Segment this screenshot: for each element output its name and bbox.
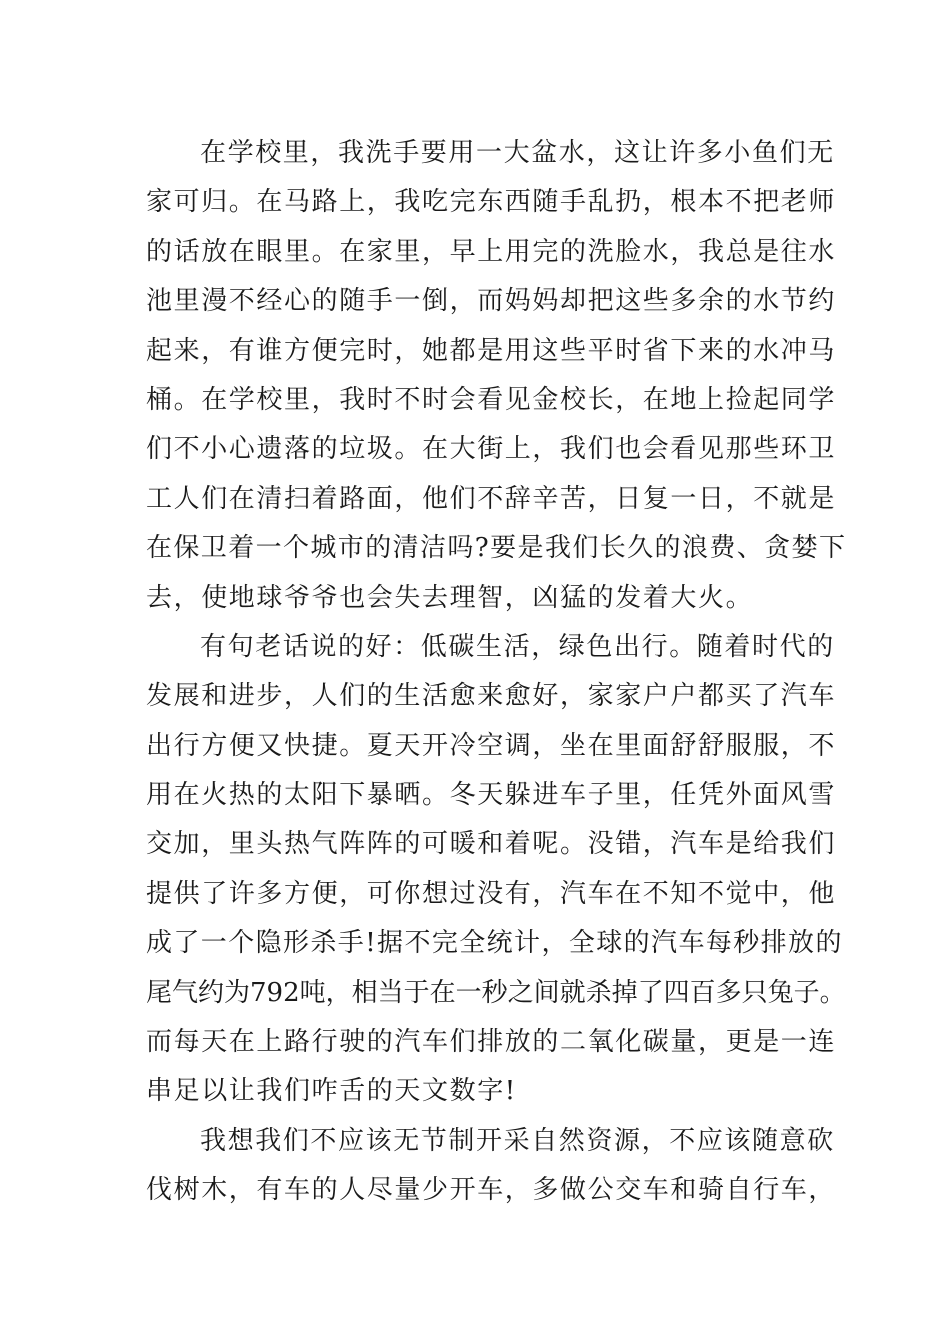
paragraph-2-line-3: 出行方便又快捷。夏天开冷空调，坐在里面舒舒服服，不: [146, 730, 837, 761]
paragraph-2-line-6: 提供了许多方便，可你想过没有，汽车在不知不觉中，他: [146, 878, 837, 909]
paragraph-2-line-5: 交加，里头热气阵阵的可暖和着呢。没错，汽车是给我们: [146, 829, 837, 860]
paragraph-1-line-1: 在学校里，我洗手要用一大盆水，这让许多小鱼们无: [200, 138, 835, 168]
paragraph-2-line-7: 成了一个隐形杀手!据不完全统计，全球的汽车每秒排放的: [146, 928, 843, 959]
paragraph-1-line-6: 桶。在学校里，我时不时会看见金校长，在地上捡起同学: [146, 384, 837, 415]
paragraph-1-line-4: 池里漫不经心的随手一倒，而妈妈却把这些多余的水节约: [146, 286, 837, 317]
paragraph-2-line-8: 尾气约为792吨，相当于在一秒之间就杀掉了四百多只兔子。: [146, 977, 846, 1008]
paragraph-1-line-7: 们不小心遗落的垃圾。在大街上，我们也会看见那些环卫: [146, 434, 837, 465]
paragraph-2-line-10: 串足以让我们咋舌的天文数字!: [146, 1076, 517, 1107]
body-text: [146, 129, 846, 1216]
paragraph-1-line-9: 在保卫着一个城市的清洁吗?要是我们长久的浪费、贪婪下: [146, 533, 847, 564]
paragraph-2-line-1: 有句老话说的好：低碳生活，绿色出行。随着时代的: [200, 631, 835, 662]
paragraph-1-line-3: 的话放在眼里。在家里，早上用完的洗脸水，我总是往水: [146, 236, 837, 267]
paragraph-1-line-5: 起来，有谁方便完时，她都是用这些平时省下来的水冲马: [146, 335, 837, 366]
paragraph-3-line-2: 伐树木，有车的人尽量少开车，多做公交车和骑自行车，: [146, 1175, 837, 1206]
paragraph-2-line-2: 发展和进步，人们的生活愈来愈好，家家户户都买了汽车: [146, 681, 837, 712]
paragraph-1-line-2: 家可归。在马路上，我吃完东西随手乱扔，根本不把老师: [146, 187, 837, 218]
paragraph-1-line-8: 工人们在清扫着路面，他们不辞辛苦，日复一日，不就是: [146, 483, 837, 514]
paragraph-2-line-4: 用在火热的太阳下暴晒。冬天躲进车子里，任凭外面风雪: [146, 780, 837, 811]
paragraph-3-line-1: 我想我们不应该无节制开采自然资源，不应该随意砍: [200, 1125, 835, 1156]
paragraph-2-line-9: 而每天在上路行驶的汽车们排放的二氧化碳量，更是一连: [146, 1027, 837, 1058]
paragraph-1-line-10: 去，使地球爷爷也会失去理智，凶猛的发着大火。: [146, 582, 754, 613]
